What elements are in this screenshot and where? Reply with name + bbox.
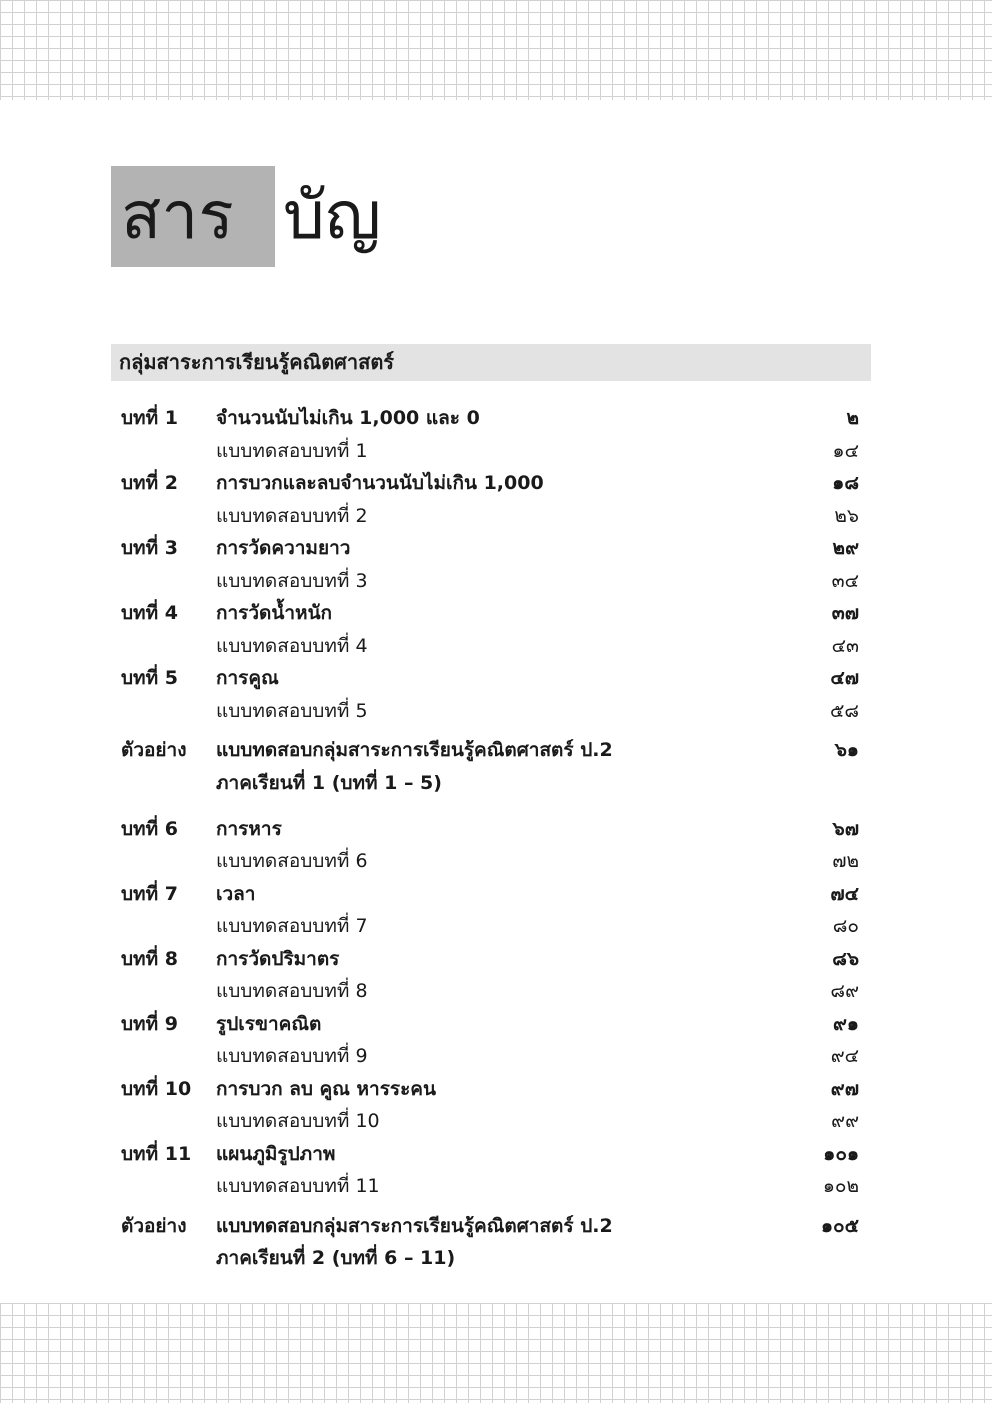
- toc-title: แบบทดสอบบทที่ 1: [216, 439, 368, 462]
- toc-label: บทที่ 6: [121, 817, 178, 840]
- toc-label: ตัวอย่าง: [121, 1214, 187, 1237]
- toc-page-number: ๑๐๑: [823, 1142, 859, 1165]
- toc-exam-subtitle: ภาคเรียนที่ 2 (บทที่ 6 – 11): [216, 1247, 456, 1269]
- toc-test-row: [121, 695, 861, 728]
- title-part-1: สาร: [121, 177, 234, 254]
- toc-page-number: ๕๘: [829, 699, 859, 722]
- toc-page-number: ๑๐๕: [820, 1214, 859, 1237]
- toc-test-row: [121, 910, 861, 943]
- title-part-2: บัญ: [283, 177, 382, 254]
- toc-test-row: [121, 845, 861, 878]
- toc-test-row: [121, 975, 861, 1008]
- toc-page-number: ๙๙: [831, 1110, 859, 1132]
- toc-label: ตัวอย่าง: [121, 739, 187, 761]
- toc-title: แบบทดสอบบทที่ 7: [216, 915, 368, 937]
- toc-page-number: ๒๖: [834, 504, 859, 527]
- toc-title: การวัดน้ำหนัก: [216, 602, 333, 624]
- toc-title: การวัดปริมาตร: [216, 947, 340, 970]
- toc-chapter-row: [121, 597, 861, 630]
- toc-chapter-row: [121, 1008, 861, 1041]
- toc-page-number: ๒: [846, 407, 859, 429]
- toc-page-number: ๗๔: [830, 882, 859, 905]
- toc-title: แบบทดสอบบทที่ 4: [216, 634, 368, 657]
- toc-chapter-row: [121, 402, 861, 435]
- toc-page-number: ๔๓: [831, 634, 859, 657]
- toc-page-number: ๓๔: [831, 569, 859, 592]
- toc-title: แบบทดสอบบทที่ 2: [216, 504, 368, 527]
- toc-page-number: ๖๑: [834, 739, 859, 761]
- toc-chapter-row: [121, 467, 861, 500]
- toc-exam-subtitle-row: [121, 1242, 861, 1281]
- toc-page-number: ๓๗: [831, 602, 859, 624]
- toc-label: บทที่ 11: [121, 1142, 192, 1165]
- toc-test-row: [121, 1170, 861, 1203]
- toc-title: จำนวนนับไม่เกิน 1,000 และ 0: [216, 407, 480, 429]
- toc-chapter-row: [121, 878, 861, 911]
- toc-chapter-row: [121, 532, 861, 565]
- toc-page-number: ๑๘: [832, 472, 859, 494]
- toc-page-number: ๑๔: [832, 439, 859, 462]
- section-title: กลุ่มสาระการเรียนรู้คณิตศาสตร์: [119, 350, 395, 374]
- toc-title: รูปเรขาคณิต: [216, 1012, 322, 1035]
- toc-test-row: [121, 435, 861, 468]
- toc-label: บทที่ 8: [121, 947, 178, 970]
- toc-page-number: ๘๖: [832, 947, 859, 970]
- toc-chapter-row: [121, 1138, 861, 1171]
- toc-title: การหาร: [216, 817, 282, 840]
- toc-title: แบบทดสอบบทที่ 9: [216, 1045, 368, 1067]
- toc-title: แบบทดสอบบทที่ 5: [216, 699, 368, 722]
- toc-title: การบวก ลบ คูณ หารระคน: [216, 1077, 437, 1100]
- toc-exam-subtitle: ภาคเรียนที่ 1 (บทที่ 1 – 5): [216, 771, 442, 794]
- toc-label: บทที่ 2: [121, 472, 178, 494]
- toc-title: แผนภูมิรูปภาพ: [216, 1142, 336, 1165]
- toc-page-number: ๙๗: [830, 1077, 859, 1100]
- toc-chapter-row: [121, 943, 861, 976]
- toc-page-number: ๒๙: [832, 537, 859, 559]
- toc-title: การคูณ: [216, 667, 279, 689]
- toc-title: เวลา: [216, 882, 256, 905]
- toc-label: บทที่ 5: [121, 667, 178, 689]
- grid-pattern-bottom: [0, 1303, 992, 1403]
- toc-title: แบบทดสอบบทที่ 11: [216, 1175, 380, 1197]
- toc-test-row: [121, 1105, 861, 1138]
- toc-title: แบบทดสอบบทที่ 3: [216, 569, 368, 592]
- toc-title: การวัดความยาว: [216, 537, 351, 559]
- grid-pattern-top: [0, 0, 992, 100]
- toc-test-row: [121, 565, 861, 598]
- toc-page-number: ๖๗: [832, 817, 859, 840]
- section-header: [111, 344, 871, 381]
- toc-page-number: ๔๗: [830, 667, 859, 689]
- toc-chapter-row: [121, 1073, 861, 1106]
- toc-label: บทที่ 4: [121, 602, 178, 624]
- toc-test-row: [121, 630, 861, 663]
- toc-page-number: ๙๑: [833, 1012, 859, 1035]
- toc-label: บทที่ 3: [121, 537, 178, 559]
- toc-title: แบบทดสอบบทที่ 10: [216, 1110, 380, 1132]
- toc-test-row: [121, 500, 861, 533]
- table-of-contents: [121, 402, 861, 1281]
- toc-title: แบบทดสอบกลุ่มสาระการเรียนรู้คณิตศาสตร์ ป.2: [216, 1214, 613, 1237]
- toc-page-number: ๗๒: [832, 850, 859, 872]
- toc-title: แบบทดสอบบทที่ 8: [216, 980, 368, 1002]
- toc-label: บทที่ 7: [121, 882, 178, 905]
- toc-exam-row: [121, 1210, 861, 1243]
- toc-title: แบบทดสอบบทที่ 6: [216, 850, 368, 872]
- toc-title: แบบทดสอบกลุ่มสาระการเรียนรู้คณิตศาสตร์ ป.2: [216, 739, 613, 761]
- toc-title: การบวกและลบจำนวนนับไม่เกิน 1,000: [216, 472, 544, 494]
- toc-label: บทที่ 10: [121, 1077, 192, 1100]
- toc-label: บทที่ 9: [121, 1012, 178, 1035]
- toc-chapter-row: [121, 662, 861, 695]
- toc-exam-subtitle-row: [121, 767, 861, 806]
- toc-exam-row: [121, 734, 861, 767]
- toc-page-number: ๘๙: [830, 980, 859, 1002]
- toc-label: บทที่ 1: [121, 407, 178, 429]
- toc-chapter-row: [121, 813, 861, 846]
- toc-page-number: ๘๐: [832, 915, 859, 937]
- toc-test-row: [121, 1040, 861, 1073]
- toc-page-number: ๙๔: [830, 1045, 859, 1067]
- toc-page-number: ๑๐๒: [822, 1175, 859, 1197]
